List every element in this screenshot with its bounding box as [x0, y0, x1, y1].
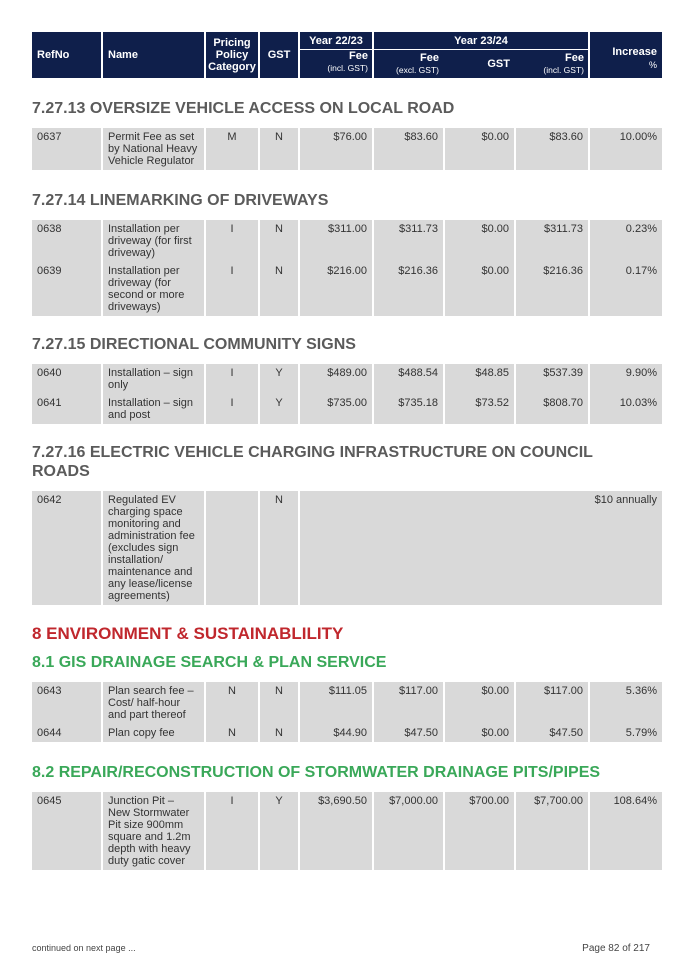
cell-gst-amount: $0.00 [445, 724, 514, 742]
cell-fee-2223: $44.90 [300, 724, 372, 742]
header-fee-2223-label: Fee [349, 50, 368, 62]
header-policy-line2: Policy [215, 49, 249, 61]
cell-refno: 0645 [32, 792, 101, 870]
section-table [32, 491, 657, 603]
cell-fee-incl: $83.60 [516, 128, 588, 170]
section-title: 8.2 REPAIR/RECONSTRUCTION OF STORMWATER DRAINAGE PITS/PIPES [32, 764, 601, 781]
cell-policy [206, 491, 258, 605]
table-row [32, 724, 657, 742]
section-title: 7.27.13 OVERSIZE VEHICLE ACCESS ON LOCAL ROAD [32, 100, 455, 117]
cell-name: Plan copy fee [103, 724, 204, 742]
section-table [32, 220, 657, 314]
cell-fee-excl: $83.60 [374, 128, 443, 170]
page-number: Page 82 of 217 [582, 943, 650, 954]
cell-increase: 5.36% [590, 682, 662, 724]
cell-fee-excl: $7,000.00 [374, 792, 443, 870]
cell-gst: Y [260, 792, 298, 870]
header-increase-label: Increase [612, 46, 657, 58]
header-gst-sub [445, 50, 514, 78]
section-title: 7.27.14 LINEMARKING OF DRIVEWAYS [32, 192, 329, 209]
cell-gst: N [260, 262, 298, 316]
cell-policy: M [206, 128, 258, 170]
cell-fee-incl: $808.70 [516, 394, 588, 424]
cell-gst: N [260, 128, 298, 170]
cell-gst: N [260, 491, 298, 605]
header-year-2324-subcols [374, 50, 588, 78]
cell-refno: 0643 [32, 682, 101, 724]
section-title: 7.27.15 DIRECTIONAL COMMUNITY SIGNS [32, 336, 356, 353]
table-row [32, 682, 657, 722]
cell-refno: 0640 [32, 364, 101, 394]
cell-fee-incl: $7,700.00 [516, 792, 588, 870]
cell-fee-excl: $47.50 [374, 724, 443, 742]
cell-name: Regulated EV charging space monitoring and administration fee (excludes sign installation/ maintenance and any lease/license agreements) [103, 491, 204, 605]
header-fee-2223-incl: (incl. GST) [327, 63, 368, 73]
section-table [32, 364, 657, 422]
cell-gst-amount: $0.00 [445, 220, 514, 262]
header-refno: RefNo [32, 32, 101, 78]
cell-fee-excl: $735.18 [374, 394, 443, 424]
cell-gst: N [260, 220, 298, 262]
section-title: 8.1 GIS DRAINAGE SEARCH & PLAN SERVICE [32, 654, 387, 671]
cell-fee-2223: $76.00 [300, 128, 372, 170]
section-table [32, 128, 657, 169]
cell-name: Installation per driveway (for second or more driveways) [103, 262, 204, 316]
cell-policy: I [206, 220, 258, 262]
cell-fee-excl: $311.73 [374, 220, 443, 262]
cell-refno: 0644 [32, 724, 101, 742]
cell-refno: 0641 [32, 394, 101, 424]
cell-fee-excl: $216.36 [374, 262, 443, 316]
cell-increase: 10.00% [590, 128, 662, 170]
header-fee-incl-label: Fee [565, 52, 584, 64]
cell-gst: N [260, 724, 298, 742]
cell-fee-incl: $216.36 [516, 262, 588, 316]
table-row [32, 128, 657, 169]
section-table [32, 682, 657, 742]
cell-name: Installation per driveway (for first driveway) [103, 220, 204, 262]
header-increase-percent: % [648, 60, 657, 70]
section-table [32, 792, 657, 868]
cell-gst: Y [260, 364, 298, 394]
cell-refno: 0642 [32, 491, 101, 605]
cell-increase: 0.23% [590, 220, 662, 262]
cell-fee-2223: $111.05 [300, 682, 372, 724]
cell-increase: 0.17% [590, 262, 662, 316]
table-row [32, 792, 657, 868]
cell-policy: N [206, 724, 258, 742]
cell-policy: N [206, 682, 258, 724]
header-fee-2223 [300, 50, 372, 74]
header-year-2324-label: Year 23/24 [374, 32, 588, 50]
cell-policy: I [206, 262, 258, 316]
chapter-title: 8 ENVIRONMENT & SUSTAINABLILITY [32, 624, 344, 643]
header-policy-line1: Pricing [213, 37, 251, 49]
cell-refno: 0639 [32, 262, 101, 316]
header-fee-excl [374, 50, 443, 78]
section-title: 7.27.16 ELECTRIC VEHICLE CHARGING INFRASTRUCTURE ON COUNCIL ROADS [32, 444, 593, 480]
cell-fee-excl: $488.54 [374, 364, 443, 394]
header-policy-line3: Category [208, 61, 256, 73]
cell-fee-incl: $537.39 [516, 364, 588, 394]
cell-increase: 5.79% [590, 724, 662, 742]
header-year-2223-label: Year 22/23 [300, 32, 372, 50]
cell-gst-amount: $0.00 [445, 682, 514, 724]
header-policy [206, 32, 258, 78]
cell-fee-incl: $117.00 [516, 682, 588, 724]
cell-increase: 10.03% [590, 394, 662, 424]
cell-gst: Y [260, 394, 298, 424]
cell-fee-2223: $489.00 [300, 364, 372, 394]
cell-fee-2223: $3,690.50 [300, 792, 372, 870]
table-row [32, 491, 657, 603]
cell-name: Installation – sign only [103, 364, 204, 394]
cell-fee-2223: $735.00 [300, 394, 372, 424]
cell-fee-incl: $311.73 [516, 220, 588, 262]
fee-schedule-page [32, 32, 657, 868]
cell-gst-amount: $0.00 [445, 262, 514, 316]
cell-name: Installation – sign and post [103, 394, 204, 424]
cell-fee-2223: $216.00 [300, 262, 372, 316]
cell-fee-incl: $47.50 [516, 724, 588, 742]
header-year-2324 [374, 32, 588, 78]
table-row [32, 394, 657, 422]
table-row [32, 220, 657, 260]
cell-refno: 0637 [32, 128, 101, 170]
header-increase [590, 32, 662, 78]
cell-fee-excl: $117.00 [374, 682, 443, 724]
table-row [32, 364, 657, 392]
cell-increase: 108.64% [590, 792, 662, 870]
cell-increase: 9.90% [590, 364, 662, 394]
cell-name: Junction Pit – New Stormwater Pit size 900mm square and 1.2m depth with heavy duty gatic cover [103, 792, 204, 870]
header-fee-excl-label: Fee [420, 52, 439, 64]
cell-gst: N [260, 682, 298, 724]
header-fee-incl-sub: (incl. GST) [543, 65, 584, 75]
cell-gst-amount: $700.00 [445, 792, 514, 870]
header-name: Name [103, 32, 204, 78]
cell-refno: 0638 [32, 220, 101, 262]
cell-gst-amount: $0.00 [445, 128, 514, 170]
cell-name: Plan search fee – Cost/ half-hour and part thereof [103, 682, 204, 724]
header-gst: GST [260, 32, 298, 78]
table-row [32, 262, 657, 314]
cell-policy: I [206, 792, 258, 870]
header-year-2223 [300, 32, 372, 78]
cell-gst-amount: $73.52 [445, 394, 514, 424]
continued-note: continued on next page ... [32, 943, 136, 953]
cell-name: Permit Fee as set by National Heavy Vehicle Regulator [103, 128, 204, 170]
cell-fee-2223: $311.00 [300, 220, 372, 262]
header-fee-excl-sub: (excl. GST) [396, 65, 439, 75]
cell-gst-amount: $48.85 [445, 364, 514, 394]
cell-fee-note: $10 annually [300, 491, 662, 605]
table-header [32, 32, 657, 78]
header-gst-sub-label: GST [487, 58, 510, 70]
cell-policy: I [206, 394, 258, 424]
cell-policy: I [206, 364, 258, 394]
header-fee-incl [516, 50, 588, 78]
